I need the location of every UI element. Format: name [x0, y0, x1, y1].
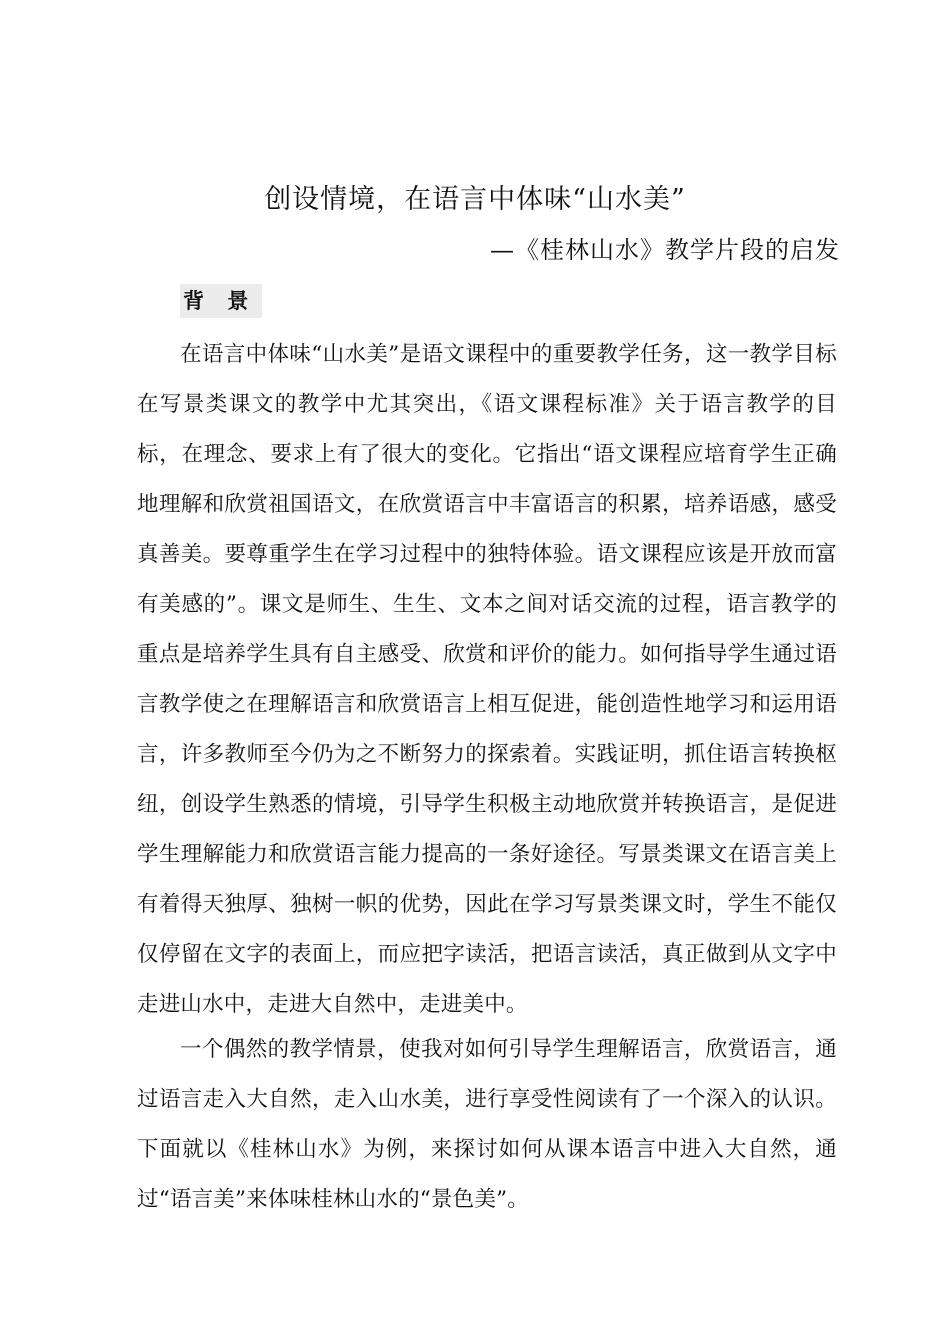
section-heading-background: 背 景 [180, 284, 262, 318]
document-title: 创设情境，在语言中体味“山水美” [264, 184, 686, 215]
body-paragraph-1: 在语言中体味“山水美”是语文课程中的重要教学任务，这一教学目标在写景类课文的教学中尤其突出，《语文课程标准》关于语言教学的目标，在理念、要求上有了很大的变化。它指出“语文课程应培育学生正确地理解和欣赏祖国语文，在欣赏语言中丰富语言的积累，培养语感，感受真善美。要尊重学生在学习过程中的独特体验。语文课程应该是开放而富有美感的”。课文是师生、生生、文本之间对话交流的过程，语言教学的重点是培养学生具有自主感受、欣赏和评价的能力。如何指导学生通过语言教学使之在理解语言和欣赏语言上相互促进，能创造性地学习和运用语言，许多教师至今仍为之不断努力的探索着。实践证明，抓住语言转换枢纽，创设学生熟悉的情境，引导学生积极主动地欣赏并转换语言，是促进学生理解能力和欣赏语言能力提高的一条好途径。写景类课文在语言美上有着得天独厚、独树一帜的优势，因此在学习写景类课文时，学生不能仅仅停留在文字的表面上，而应把字读活，把语言读活，真正做到从文字中走进山水中，走进大自然中，走进美中。 [137, 342, 837, 1017]
document-subtitle: —《桂林山水》教学片段的启发 [490, 236, 840, 264]
body-paragraph-2: 一个偶然的教学情景，使我对如何引导学生理解语言，欣赏语言，通过语言走入大自然，走入山水美，进行享受性阅读有了一个深入的认识。下面就以《桂林山水》为例，来探讨如何从课本语言中进入大自然，通过“语言美”来体味桂林山水的“景色美”。 [137, 1037, 837, 1212]
